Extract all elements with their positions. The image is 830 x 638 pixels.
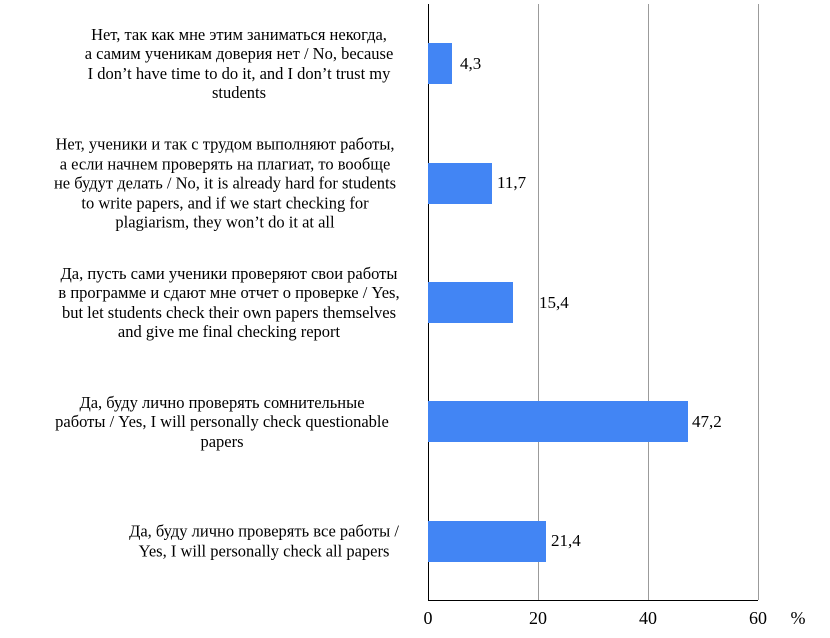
gridline bbox=[758, 4, 759, 600]
category-label: Да, буду лично проверять сомнительные работы / Yes, I will personally check questionable papers bbox=[55, 392, 389, 451]
unit-label: % bbox=[790, 608, 806, 628]
category-label: Да, буду лично проверять все работы / Yes, I will personally check all papers bbox=[129, 521, 399, 561]
value-label: 21,4 bbox=[551, 531, 581, 551]
bar bbox=[428, 521, 546, 562]
x-tick-label: 40 bbox=[639, 608, 657, 628]
x-tick-label: 20 bbox=[529, 608, 547, 628]
bar bbox=[428, 401, 688, 442]
bar bbox=[428, 163, 492, 204]
bar bbox=[428, 282, 513, 323]
gridline bbox=[648, 4, 649, 600]
x-tick-label: 60 bbox=[749, 608, 767, 628]
category-label: Да, пусть сами ученики проверяют свои работы в программе и сдают мне отчет о проверке / Yes, but let students check their own papers themselves and give me final checking report bbox=[58, 263, 400, 341]
value-label: 4,3 bbox=[460, 53, 482, 73]
value-label: 47,2 bbox=[692, 411, 722, 431]
category-label: Нет, ученики и так с трудом выполняют работы, а если начнем проверять на плагиат, то вообще не будут делать / No, it is already hard for students to write papers, and if we start checking for plagiarism, they won’t do it at all bbox=[53, 134, 397, 232]
category-label: Нет, так как мне этим заниматься некогда, а самим ученикам доверия нет / No, because I don’t have time to do it, and I don’t trust my students bbox=[84, 24, 394, 103]
bar bbox=[428, 43, 452, 84]
x-tick-label: 0 bbox=[423, 608, 433, 628]
value-label: 15,4 bbox=[539, 292, 569, 312]
value-label: 11,7 bbox=[497, 173, 527, 193]
